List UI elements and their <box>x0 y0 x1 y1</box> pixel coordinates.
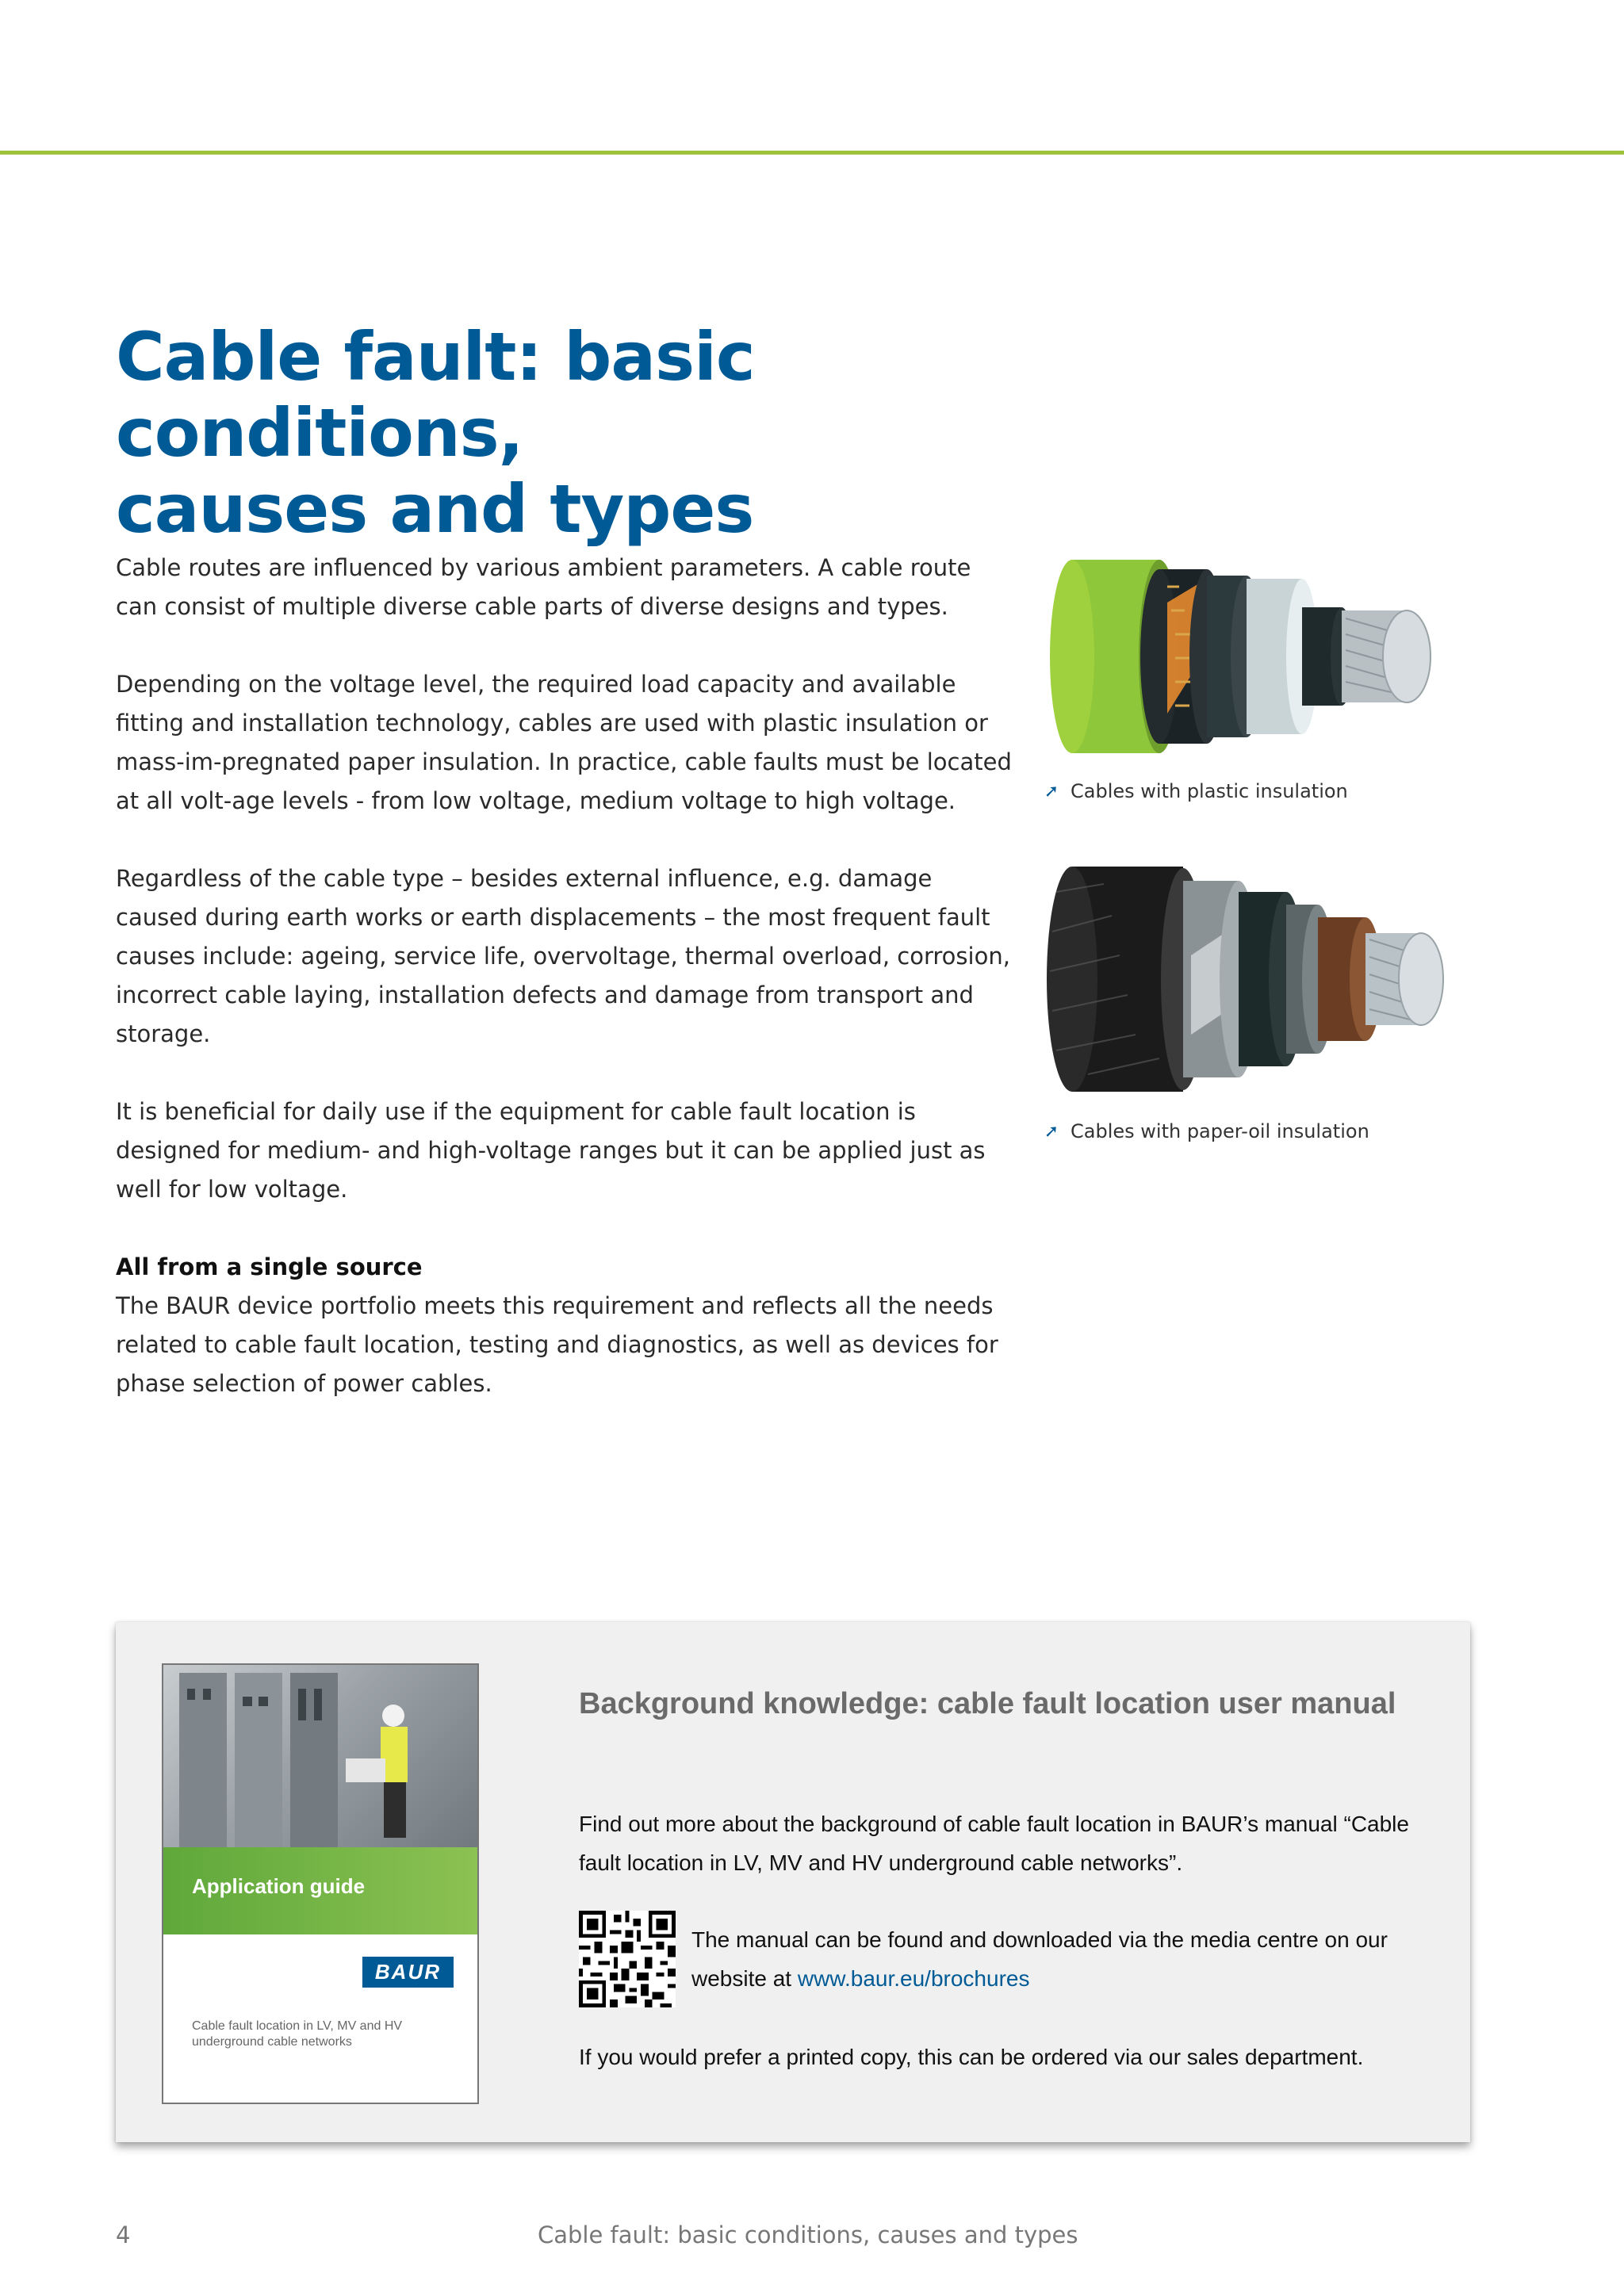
subsection-text: The BAUR device portfolio meets this requirement and reflects all the needs related to cable fault location, testing and diagnostics, as well as devices for phase selection of power cables. <box>116 1292 998 1397</box>
brochure-subtitle: Cable fault location in LV, MV and HV underground cable networks <box>192 2019 403 2049</box>
info-box-paragraph-manual: Find out more about the background of cable fault location in BAUR’s manual “Cable fault location in LV, MV and HV underground cable networks”. <box>579 1812 1409 1875</box>
paragraph-fault-causes: Regardless of the cable type – besides external influence, e.g. damage caused during earth works or earth displacements – the most frequent fault causes include: ageing, service life, overvoltage, thermal overload, corrosion, incorrect cable laying, installation defects and damage from transport and storage. <box>116 865 1010 1047</box>
caption-paper-oil-cable <box>1040 1120 1484 1142</box>
brochures-link[interactable]: www.baur.eu/brochures <box>797 1966 1030 1991</box>
page-title <box>116 319 1067 547</box>
brochure-band-label: Application guide <box>192 1874 366 1898</box>
caption-text: Cables with plastic insulation <box>1071 780 1348 802</box>
page-number: 4 <box>116 2221 131 2248</box>
plastic-cable-image <box>1040 555 1484 758</box>
brochure-cover-image <box>162 1663 479 2104</box>
footer-title: Cable fault: basic conditions, causes and types <box>538 2221 1078 2248</box>
paper-oil-cable-image <box>1040 860 1484 1098</box>
figure-paper-oil-cable <box>1040 860 1484 1142</box>
body-text <box>116 549 1012 1403</box>
arrow-icon: ➚ <box>1044 1121 1059 1142</box>
page-title-line-1: Cable fault: basic conditions, <box>116 318 755 472</box>
top-accent-rule <box>0 151 1624 155</box>
caption-text: Cables with paper-oil insulation <box>1071 1120 1369 1142</box>
brochure-band <box>163 1847 477 1934</box>
info-box-paragraph-download <box>691 1920 1405 1998</box>
brochure-photo <box>163 1665 477 1862</box>
paragraph-equipment: It is beneficial for daily use if the equipment for cable fault location is designed for medium- and high-voltage ranges but it can be applied just as well for low voltage. <box>116 1098 986 1203</box>
arrow-icon: ➚ <box>1044 781 1059 802</box>
info-box-user-manual <box>116 1622 1470 2142</box>
info-box-title: Background knowledge: cable fault location user manual <box>579 1687 1396 1720</box>
page-title-line-2: causes and types <box>116 470 754 548</box>
info-box-paragraph-printed-copy: If you would prefer a printed copy, this can be ordered via our sales department. <box>579 2045 1364 2069</box>
caption-plastic-cable <box>1040 780 1484 802</box>
paragraph-voltage-level: Depending on the voltage level, the required load capacity and available fitting and installation technology, cables are used with plastic insulation or mass-im-pregnated paper insulation. In practice, cable faults must be located at all volt-age levels - from low voltage, medium voltage to high voltage. <box>116 671 1012 814</box>
download-text: The manual can be found and downloaded via the media centre on our website at <box>691 1927 1388 1991</box>
baur-logo: BAUR <box>362 1957 454 1988</box>
paragraph-ambient-parameters: Cable routes are influenced by various ambient parameters. A cable route can consist of multiple diverse cable parts of diverse designs and types. <box>116 554 971 620</box>
qr-code-icon <box>579 1911 676 2007</box>
subsection-heading: All from a single source <box>116 1253 423 1280</box>
figure-plastic-cable <box>1040 555 1484 802</box>
